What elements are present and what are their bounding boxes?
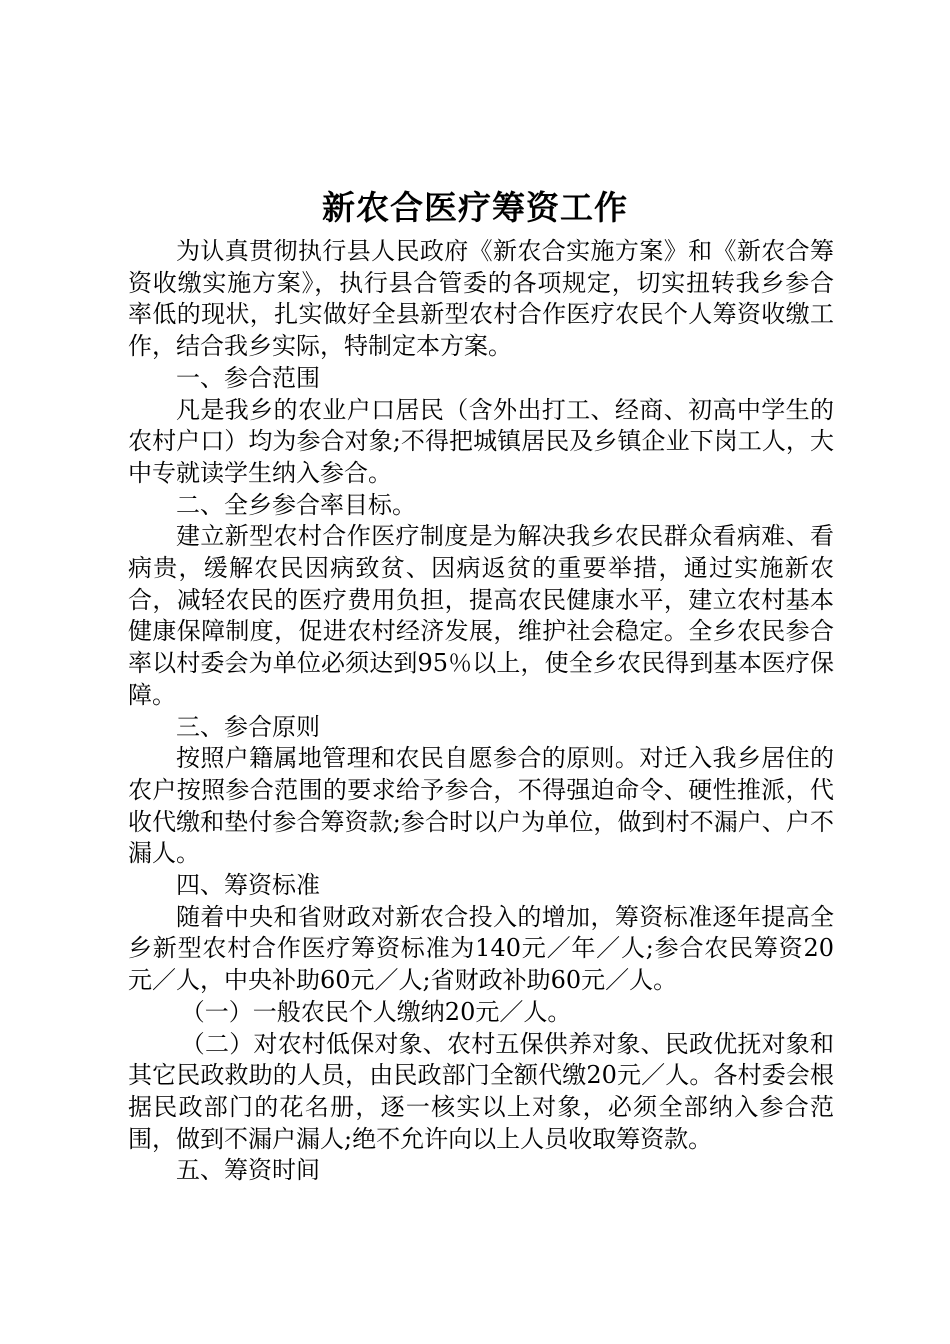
target-paragraph: 建立新型农村合作医疗制度是为解决我乡农民群众看病难、看病贵，缓解农民因病致贫、因病返贫的重要举措，通过实施新农合，减轻农民的医疗费用负担，提高农民健康水平，建立农村基本健康保障制度，促进农村经济发展，维护社会稳定。全乡农民参合率以村委会为单位必须达到95％以上，使全乡农民得到基本医疗保障。 — [128, 522, 834, 709]
scope-paragraph: 凡是我乡的农业户口居民（含外出打工、经商、初高中学生的农村户口）均为参合对象;不得把城镇居民及乡镇企业下岗工人，大中专就读学生纳入参合。 — [128, 395, 834, 487]
section-heading-scope: 一、参合范围 — [176, 363, 320, 392]
document-title: 新农合医疗筹资工作 — [322, 188, 628, 227]
standard-item-2: （二）对农村低保对象、农村五保供养对象、民政优抚对象和其它民政救助的人员，由民政部门全额代缴20元／人。各村委会根据民政部门的花名册，逐一核实以上对象，必须全部纳入参合范围，做到不漏户漏人;绝不允许向以上人员收取筹资款。 — [128, 1029, 834, 1153]
document-body — [128, 236, 834, 1187]
standard-item-1: （一）一般农民个人缴纳20元／人。 — [180, 997, 572, 1026]
intro-paragraph: 为认真贯彻执行县人民政府《新农合实施方案》和《新农合筹资收缴实施方案》，执行县合管委的各项规定，切实扭转我乡参合率低的现状，扎实做好全县新型农村合作医疗农民个人筹资收缴工作，结合我乡实际，特制定本方案。 — [128, 237, 834, 361]
principle-paragraph: 按照户籍属地管理和农民自愿参合的原则。对迁入我乡居住的农户按照参合范围的要求给予参合，不得强迫命令、硬性推派，代收代缴和垫付参合筹资款;参合时以户为单位，做到村不漏户、户不漏人。 — [128, 744, 834, 868]
section-heading-time: 五、筹资时间 — [176, 1156, 320, 1185]
section-heading-standard: 四、筹资标准 — [176, 871, 320, 900]
standard-paragraph: 随着中央和省财政对新农合投入的增加，筹资标准逐年提高全乡新型农村合作医疗筹资标准为140元／年／人;参合农民筹资20元／人，中央补助60元／人;省财政补助60元／人。 — [128, 902, 834, 995]
section-heading-target: 二、全乡参合率目标。 — [176, 490, 416, 519]
section-heading-principle: 三、参合原则 — [176, 712, 320, 741]
